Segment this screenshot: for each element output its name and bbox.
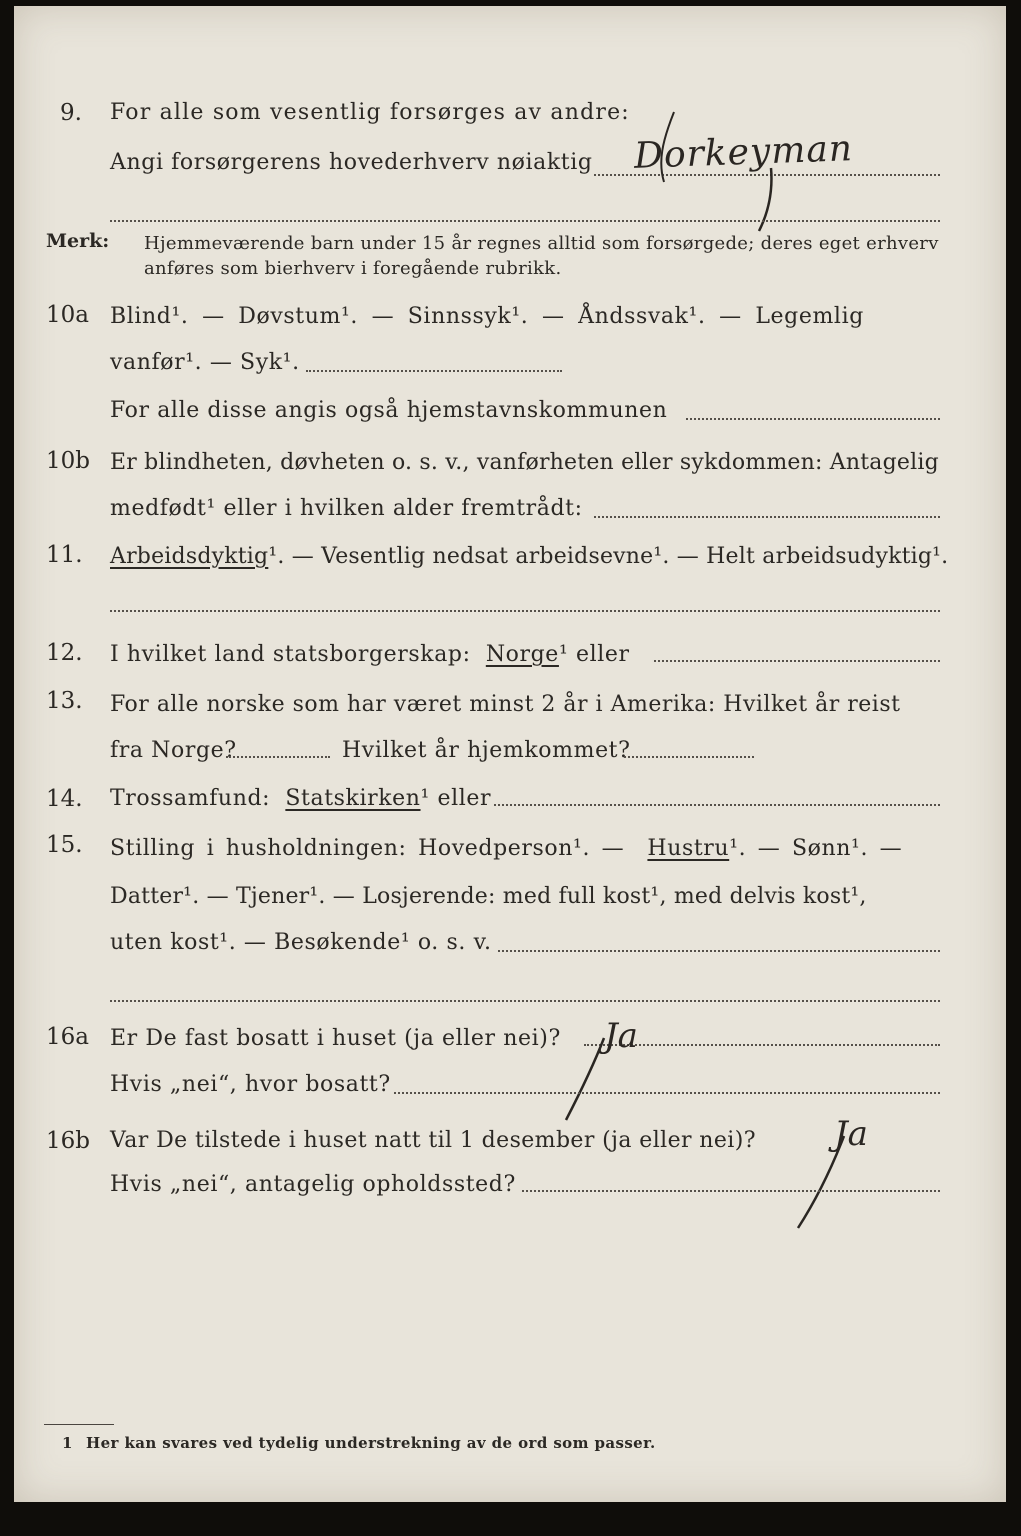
q15-line3: uten kost¹. — Besøkende¹ o. s. v. <box>110 930 492 955</box>
footnote-mark: 1 <box>62 1434 73 1452</box>
q11-extra-line <box>110 610 940 612</box>
q16a-number: 16a <box>46 1024 89 1050</box>
handwriting-descender-icon <box>749 166 789 236</box>
handwriting-stroke-icon <box>644 102 724 232</box>
q9-line1: For alle som vesentlig forsørges av andre: <box>110 100 630 125</box>
q11-rest: ¹. — Vesentlig nedsat arbeidsevne¹. — Helt arbeidsudyktig¹. <box>268 544 949 569</box>
q10a-line2: vanfør¹. — Syk¹. <box>110 350 300 375</box>
q16b-handwritten-answer: Ja <box>834 1114 868 1154</box>
q10a-line3: For alle disse angis også hjemstavnskommunen <box>110 398 668 423</box>
q14-text: Trossamfund: <box>110 786 271 811</box>
q11-underlined-option: Arbeidsdyktig <box>110 544 269 569</box>
q10a-home-line <box>686 418 940 420</box>
q15-line1 <box>110 836 902 861</box>
q9-handwritten-answer: Dorkeyman <box>633 128 854 177</box>
q10b-age-line <box>594 516 940 518</box>
q12-other-line <box>654 660 940 662</box>
q10b-line1: Er blindheten, døvheten o. s. v., vanførheten eller sykdommen: Antagelig <box>110 450 939 475</box>
footnote-rule <box>44 1424 114 1425</box>
q16a-pen-stroke-icon <box>554 1034 614 1124</box>
q10a-syk-line <box>306 370 562 372</box>
q15-line1b: ¹. — Sønn¹. — <box>729 836 903 861</box>
q12-underlined-option: Norge <box>485 642 559 667</box>
q10b-line2: medfødt¹ eller i hvilken alder fremtrådt: <box>110 496 583 521</box>
q9-extra-line <box>110 220 940 222</box>
q13-returned-line <box>624 756 754 758</box>
note-line2: anføres som bierhverv i foregående rubrikk. <box>144 258 562 279</box>
q11-line1 <box>110 544 948 569</box>
q14-other-line <box>494 804 940 806</box>
q15-line2: Datter¹. — Tjener¹. — Losjerende: med full kost¹, med delvis kost¹, <box>110 884 867 909</box>
q12-rest: ¹ eller <box>558 642 630 667</box>
q14-line <box>110 786 491 811</box>
q16b-number: 16b <box>46 1128 90 1154</box>
note-line1: Hjemmeværende barn under 15 år regnes alltid som forsørgede; deres eget erhverv <box>144 233 939 254</box>
q15-other-line <box>498 950 940 952</box>
q16b-pen-stroke-icon <box>784 1132 854 1232</box>
q15-number: 15. <box>46 832 83 858</box>
footnote-text: Her kan svares ved tydelig understrekning av de ord som passer. <box>86 1434 656 1452</box>
q13-line2b: Hvilket år hjemkommet? <box>342 738 631 763</box>
q14-underlined-option: Statskirken <box>285 786 421 811</box>
q13-left-line <box>226 756 330 758</box>
q9-number: 9. <box>60 100 82 126</box>
q16a-handwritten-answer: Ja <box>604 1016 638 1056</box>
q12-number: 12. <box>46 640 83 666</box>
q10a-number: 10a <box>46 302 89 328</box>
q10a-line1: Blind¹. — Døvstum¹. — Sinnssyk¹. — Åndssvak¹. — Legemlig <box>110 304 864 329</box>
note-label: Merk: <box>46 230 110 252</box>
q16a-line2: Hvis „nei“, hvor bosatt? <box>110 1072 391 1097</box>
q16a-residence-line <box>394 1092 940 1094</box>
q13-line2a: fra Norge? <box>110 738 237 763</box>
q16a-line1: Er De fast bosatt i huset (ja eller nei)? <box>110 1026 561 1051</box>
q11-number: 11. <box>46 542 83 568</box>
q16b-location-line <box>522 1190 940 1192</box>
q15-underlined-option: Hustru <box>647 836 730 861</box>
q15-line1a: Stilling i husholdningen: Hovedperson¹. — <box>110 836 625 861</box>
census-form-page <box>14 6 1006 1502</box>
q13-number: 13. <box>46 688 83 714</box>
q15-extra-line <box>110 1000 940 1002</box>
q16b-line2: Hvis „nei“, antagelig opholdssted? <box>110 1172 516 1197</box>
q10b-number: 10b <box>46 448 90 474</box>
q13-line1: For alle norske som har været minst 2 år i Amerika: Hvilket år reist <box>110 692 901 717</box>
q14-rest: ¹ eller <box>420 786 492 811</box>
q16b-line1: Var De tilstede i huset natt til 1 desember (ja eller nei)? <box>110 1128 756 1153</box>
q9-line2: Angi forsørgerens hovederhverv nøiaktig <box>110 150 593 175</box>
q12-line <box>110 642 630 667</box>
q14-number: 14. <box>46 786 83 812</box>
q12-text: I hvilket land statsborgerskap: <box>110 642 471 667</box>
